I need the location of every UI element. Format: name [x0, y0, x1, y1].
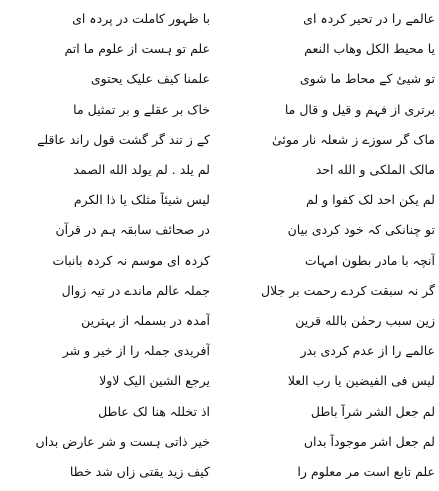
verse-row [4, 457, 435, 487]
first-hemistich: لم جعل اشر موجوداً بداں [303, 433, 435, 449]
verse-row [4, 276, 435, 306]
second-hemistich: کردہ ای موسم نہ کردہ بانبات [52, 252, 210, 268]
verse-row [4, 155, 435, 185]
verse-row [4, 306, 435, 336]
second-hemistich: علم تو ہست از علوم ما اتم [64, 41, 210, 57]
verse-row [4, 336, 435, 366]
first-hemistich: عالمے را از عدم کردی بدر [300, 343, 435, 359]
verse-row [4, 246, 435, 276]
second-hemistich: کیف زید یقتی زاں شد خطا [69, 463, 210, 479]
first-hemistich: یا محیط الکل وهاب النعم [304, 41, 435, 57]
second-hemistich: با ظہور کاملت در پردہ ای [72, 11, 210, 27]
first-hemistich: ماک گر سوزے ز شعلہ نار موئیٰ [271, 131, 435, 147]
first-hemistich: آنچہ با مادر بطون امہات [304, 252, 435, 268]
first-hemistich: تو شیئ کے محاط ما شوی [299, 71, 435, 87]
second-hemistich: اذ تخللہ هنا لک عاطل [98, 403, 210, 419]
second-hemistich: در صحائف سابقہ ہم در قرآن [55, 222, 210, 238]
first-hemistich: لم یکن احد لک کفوا و لم [306, 192, 435, 208]
verse-row [4, 95, 435, 125]
second-hemistich: یرجع الشین الیک لاولا [99, 373, 210, 389]
first-hemistich: عالمے را در تحیر کردہ ای [303, 11, 435, 27]
second-hemistich: جملہ عالم ماندے در تیہ زوال [61, 282, 210, 298]
second-hemistich: علمنا کیف علیک یحتوی [90, 71, 210, 87]
verse-row [4, 427, 435, 457]
verse-row [4, 34, 435, 64]
verse-row [4, 4, 435, 34]
first-hemistich: لم جعل الشر شراً باطل [310, 403, 435, 419]
second-hemistich: آفریدی جملہ را از خیر و شر [62, 343, 210, 359]
first-hemistich: گر نہ سبقت کردے رحمت بر جلال [261, 282, 435, 298]
first-hemistich: زین سبب رحمٰن بالله قرین [295, 312, 435, 328]
first-hemistich: علم تابع است مر معلوم را [297, 463, 435, 479]
first-hemistich: برتری از فہم و قیل و قال ما [284, 101, 435, 117]
second-hemistich: خاک بر عقلے و بر تمثیل ما [73, 101, 210, 117]
verse-row [4, 396, 435, 426]
verse-list [4, 4, 435, 487]
second-hemistich: آمدہ در بسملہ از بہترین [81, 312, 210, 328]
second-hemistich: خیر ذاتی ہست و شر عارض بداں [35, 433, 210, 449]
verse-row [4, 125, 435, 155]
first-hemistich: تو چنانکی کہ خود کردی بیان [287, 222, 435, 238]
second-hemistich: لیس شیئاً مثلک یا ذا الکرم [73, 192, 210, 208]
verse-row [4, 215, 435, 245]
first-hemistich: مالک الملکی و الله احد [315, 162, 435, 178]
verse-row [4, 64, 435, 94]
second-hemistich: کے ز تند گر گشت قول راند عاقلے [37, 131, 210, 147]
verse-row [4, 366, 435, 396]
verse-row [4, 185, 435, 215]
first-hemistich: لیس فی الفیضین یا رب العلا [287, 373, 435, 389]
second-hemistich: لم یلد . لم یولد الله الصمد [73, 162, 210, 178]
